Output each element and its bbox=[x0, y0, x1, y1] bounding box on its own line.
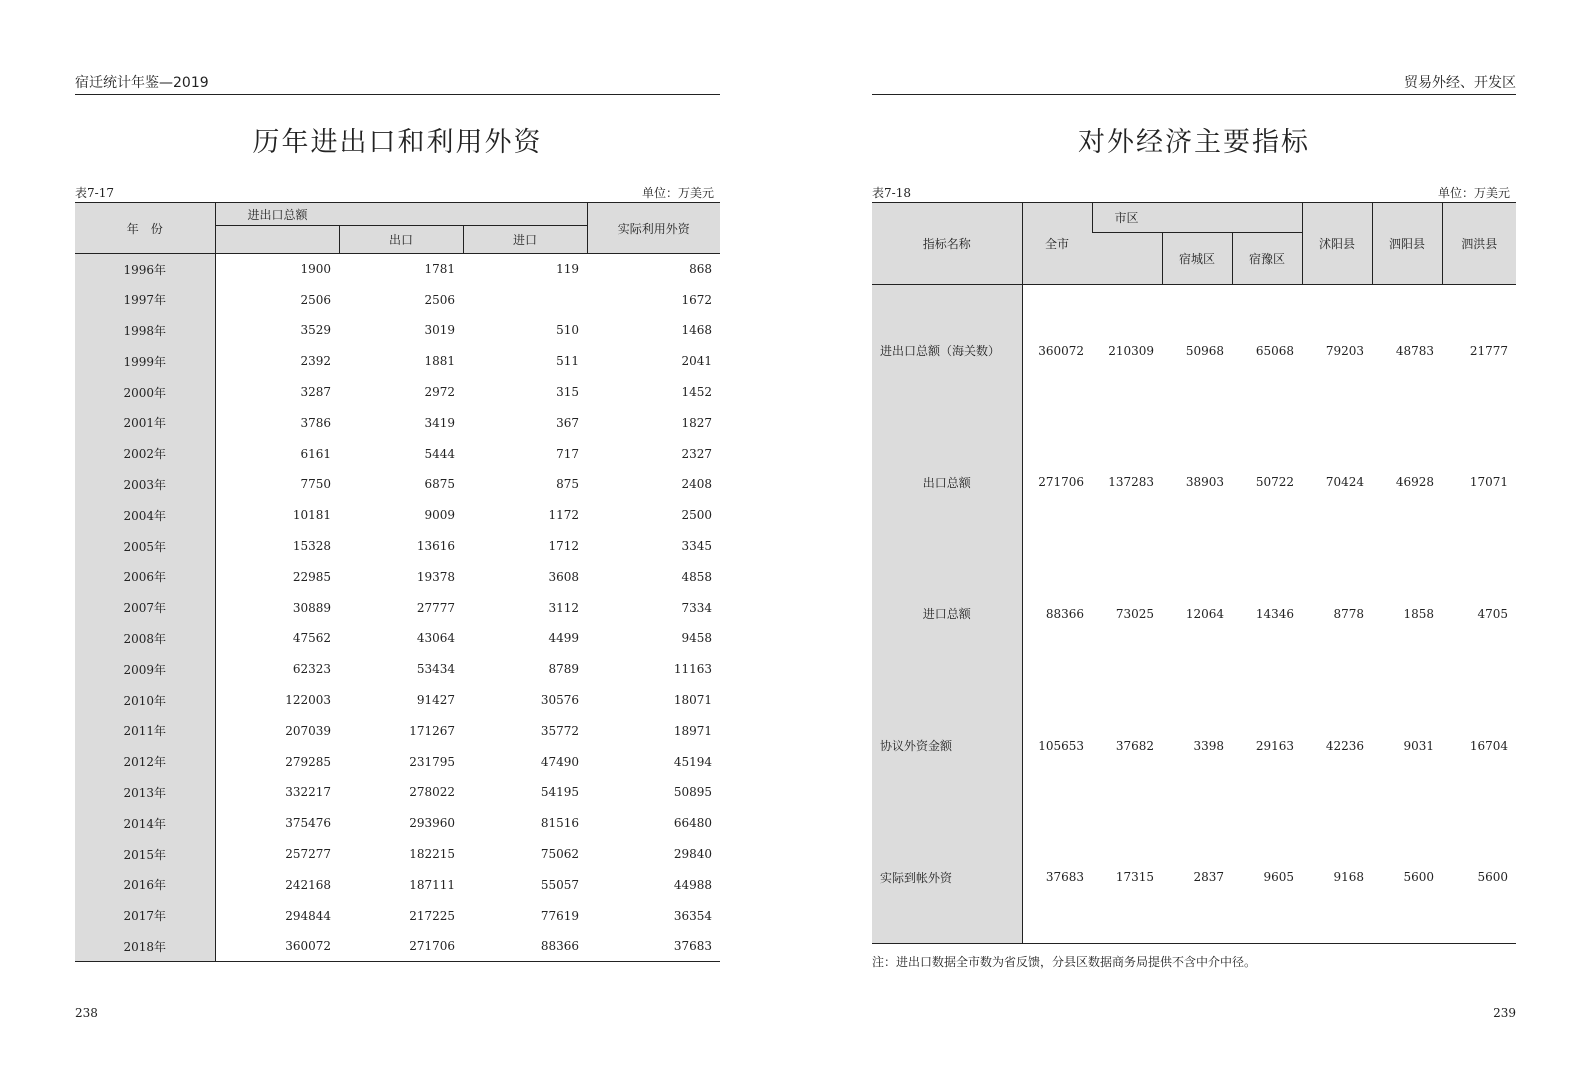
year-cell: 2014年 bbox=[75, 808, 215, 839]
table-row bbox=[75, 284, 720, 315]
table-row bbox=[75, 685, 720, 716]
siyang-cell: 9031 bbox=[1403, 738, 1434, 753]
table-row bbox=[872, 285, 1516, 417]
import-cell: 875 bbox=[556, 477, 580, 492]
siyang-cell: 48783 bbox=[1395, 343, 1434, 358]
indicator-cell: 协议外资金额 bbox=[872, 680, 1022, 812]
total-cell: 3529 bbox=[300, 323, 331, 338]
year-cell: 2017年 bbox=[75, 900, 215, 931]
total-cell: 62323 bbox=[292, 662, 331, 677]
foreign-economy-body bbox=[872, 285, 1516, 944]
import-cell: 30576 bbox=[540, 693, 580, 708]
export-cell: 231795 bbox=[409, 754, 455, 769]
export-cell: 278022 bbox=[409, 785, 455, 800]
suyu-cell: 65068 bbox=[1255, 343, 1294, 358]
sucheng-cell: 38903 bbox=[1185, 475, 1224, 490]
total-cell: 2506 bbox=[300, 292, 331, 307]
header-fdi: 实际利用外资 bbox=[587, 203, 720, 254]
year-cell: 2018年 bbox=[75, 931, 215, 962]
import-cell: 3112 bbox=[548, 600, 580, 615]
fdi-cell: 11163 bbox=[673, 662, 713, 677]
header-import: 进口 bbox=[463, 226, 587, 254]
table-row bbox=[75, 407, 720, 438]
page-number-left: 238 bbox=[75, 1006, 98, 1020]
table-row bbox=[75, 746, 720, 777]
fdi-cell: 36354 bbox=[673, 908, 713, 923]
fdi-cell: 1827 bbox=[681, 415, 713, 430]
export-cell: 187111 bbox=[409, 877, 455, 892]
year-cell: 1997年 bbox=[75, 284, 215, 315]
table-number-left: 表7-17 bbox=[75, 186, 114, 200]
year-cell: 2016年 bbox=[75, 869, 215, 900]
sihong-cell: 16704 bbox=[1469, 738, 1508, 753]
shuyang-cell: 79203 bbox=[1325, 343, 1364, 358]
export-cell: 182215 bbox=[409, 847, 455, 862]
table-row bbox=[75, 315, 720, 346]
total-cell: 122003 bbox=[285, 693, 331, 708]
table-row bbox=[75, 592, 720, 623]
shuyang-cell: 42236 bbox=[1325, 738, 1364, 753]
sihong-cell: 17071 bbox=[1469, 475, 1508, 490]
total-cell: 15328 bbox=[292, 539, 331, 554]
table-row bbox=[75, 839, 720, 870]
trade-history-table bbox=[75, 202, 720, 962]
trade-history-body bbox=[75, 254, 720, 962]
export-cell: 6875 bbox=[424, 477, 455, 492]
fdi-cell: 7334 bbox=[681, 600, 713, 615]
indicator-cell: 实际到帐外资 bbox=[872, 812, 1022, 944]
import-cell: 88366 bbox=[540, 939, 580, 954]
import-cell: 717 bbox=[556, 446, 580, 461]
unit-label-right: 单位：万美元 bbox=[1437, 186, 1510, 200]
table-row bbox=[75, 715, 720, 746]
year-cell: 2007年 bbox=[75, 592, 215, 623]
table-row bbox=[872, 548, 1516, 680]
table-row bbox=[75, 438, 720, 469]
total-cell: 1900 bbox=[300, 262, 331, 277]
unit-label-left: 单位：万美元 bbox=[641, 186, 714, 200]
table-row bbox=[872, 416, 1516, 548]
sihong-cell: 4705 bbox=[1477, 606, 1508, 621]
fdi-cell: 3345 bbox=[681, 539, 713, 554]
year-cell: 2012年 bbox=[75, 746, 215, 777]
city-cell: 271706 bbox=[1038, 475, 1084, 490]
total-cell: 6161 bbox=[300, 446, 331, 461]
city-cell: 88366 bbox=[1045, 606, 1084, 621]
import-cell: 119 bbox=[556, 262, 580, 277]
fdi-cell: 1468 bbox=[681, 323, 713, 338]
shuyang-cell: 70424 bbox=[1325, 475, 1364, 490]
table-row bbox=[75, 561, 720, 592]
year-cell: 2015年 bbox=[75, 839, 215, 870]
header-urban-spacer bbox=[1092, 233, 1162, 285]
fdi-cell: 18971 bbox=[673, 723, 713, 738]
table-row bbox=[75, 808, 720, 839]
year-cell: 1998年 bbox=[75, 315, 215, 346]
indicator-cell: 进口总额 bbox=[872, 548, 1022, 680]
fdi-cell: 1452 bbox=[681, 385, 713, 400]
table-row bbox=[75, 254, 720, 285]
siyang-cell: 5600 bbox=[1403, 870, 1434, 885]
indicator-cell: 出口总额 bbox=[872, 416, 1022, 548]
fdi-cell: 66480 bbox=[673, 816, 713, 831]
fdi-cell: 2327 bbox=[681, 446, 713, 461]
urban-cell: 137283 bbox=[1108, 475, 1154, 490]
import-cell: 367 bbox=[556, 415, 580, 430]
total-cell: 257277 bbox=[285, 847, 331, 862]
year-cell: 1999年 bbox=[75, 346, 215, 377]
table-row bbox=[75, 531, 720, 562]
total-cell: 242168 bbox=[285, 877, 331, 892]
shuyang-cell: 9168 bbox=[1333, 870, 1364, 885]
total-cell: 2392 bbox=[300, 354, 331, 369]
table-row bbox=[75, 869, 720, 900]
urban-cell: 210309 bbox=[1108, 343, 1154, 358]
left-page bbox=[75, 0, 720, 1077]
total-cell: 47562 bbox=[292, 631, 331, 646]
export-cell: 3019 bbox=[424, 323, 455, 338]
fdi-cell: 868 bbox=[689, 262, 713, 277]
export-cell: 3419 bbox=[424, 415, 455, 430]
indicator-cell: 进出口总额（海关数） bbox=[872, 285, 1022, 417]
export-cell: 2972 bbox=[424, 385, 455, 400]
table-row bbox=[75, 469, 720, 500]
export-cell: 293960 bbox=[409, 816, 455, 831]
import-cell: 315 bbox=[556, 385, 580, 400]
import-cell: 510 bbox=[556, 323, 580, 338]
table-row bbox=[75, 623, 720, 654]
page-title-left: 历年进出口和利用外资 bbox=[252, 127, 543, 158]
table-row bbox=[75, 931, 720, 962]
right-page bbox=[872, 0, 1516, 1077]
year-cell: 2010年 bbox=[75, 685, 215, 716]
import-cell: 55057 bbox=[540, 877, 580, 892]
year-cell: 2008年 bbox=[75, 623, 215, 654]
siyang-cell: 46928 bbox=[1395, 475, 1434, 490]
year-cell: 2004年 bbox=[75, 500, 215, 531]
table-row bbox=[872, 812, 1516, 944]
export-cell: 217225 bbox=[409, 908, 455, 923]
fdi-cell: 2041 bbox=[681, 354, 713, 369]
year-cell: 2002年 bbox=[75, 438, 215, 469]
urban-cell: 17315 bbox=[1115, 870, 1154, 885]
export-cell: 13616 bbox=[416, 539, 455, 554]
page-title-right: 对外经济主要指标 bbox=[1078, 127, 1310, 158]
fdi-cell: 29840 bbox=[673, 847, 713, 862]
total-cell: 332217 bbox=[285, 785, 331, 800]
fdi-cell: 4858 bbox=[681, 569, 713, 584]
running-head-left: 宿迁统计年鉴—2019 bbox=[75, 74, 720, 95]
running-head-right: 贸易外经、开发区 bbox=[872, 74, 1516, 95]
sucheng-cell: 3398 bbox=[1193, 738, 1224, 753]
city-cell: 37683 bbox=[1045, 870, 1084, 885]
export-cell: 9009 bbox=[424, 508, 455, 523]
header-sucheng: 宿城区 bbox=[1162, 233, 1232, 285]
total-cell: 207039 bbox=[285, 723, 331, 738]
table-row bbox=[75, 900, 720, 931]
fdi-cell: 9458 bbox=[681, 631, 713, 646]
import-cell: 511 bbox=[556, 354, 580, 369]
suyu-cell: 9605 bbox=[1263, 870, 1294, 885]
foreign-economy-table bbox=[872, 202, 1516, 944]
export-cell: 2506 bbox=[424, 292, 455, 307]
export-cell: 271706 bbox=[409, 939, 455, 954]
table-row bbox=[75, 346, 720, 377]
header-indicator: 指标名称 bbox=[872, 203, 1022, 285]
import-cell: 47490 bbox=[540, 754, 580, 769]
city-cell: 360072 bbox=[1038, 343, 1084, 358]
table-row bbox=[75, 654, 720, 685]
export-cell: 1781 bbox=[424, 262, 455, 277]
fdi-cell: 50895 bbox=[673, 785, 713, 800]
table-row bbox=[75, 500, 720, 531]
total-cell: 22985 bbox=[292, 569, 331, 584]
suyu-cell: 50722 bbox=[1255, 475, 1294, 490]
year-cell: 2001年 bbox=[75, 407, 215, 438]
export-cell: 91427 bbox=[416, 693, 455, 708]
siyang-cell: 1858 bbox=[1403, 606, 1434, 621]
suyu-cell: 14346 bbox=[1255, 606, 1294, 621]
table-row bbox=[75, 377, 720, 408]
header-urban: 市区 bbox=[1092, 203, 1302, 233]
import-cell: 75062 bbox=[540, 847, 580, 862]
urban-cell: 73025 bbox=[1115, 606, 1154, 621]
export-cell: 5444 bbox=[424, 446, 455, 461]
header-shuyang: 沭阳县 bbox=[1302, 203, 1372, 285]
import-cell: 3608 bbox=[548, 569, 580, 584]
year-cell: 2013年 bbox=[75, 777, 215, 808]
fdi-cell: 37683 bbox=[673, 939, 713, 954]
year-cell: 2009年 bbox=[75, 654, 215, 685]
export-cell: 43064 bbox=[416, 631, 455, 646]
sihong-cell: 5600 bbox=[1477, 870, 1508, 885]
export-cell: 27777 bbox=[416, 600, 455, 615]
import-cell: 77619 bbox=[540, 908, 580, 923]
total-cell: 3786 bbox=[300, 415, 331, 430]
year-cell: 2005年 bbox=[75, 531, 215, 562]
total-cell: 294844 bbox=[285, 908, 331, 923]
year-cell: 2003年 bbox=[75, 469, 215, 500]
total-cell: 279285 bbox=[285, 754, 331, 769]
total-cell: 360072 bbox=[285, 939, 331, 954]
header-siyang: 泗阳县 bbox=[1372, 203, 1442, 285]
export-cell: 1881 bbox=[424, 354, 455, 369]
total-cell: 375476 bbox=[285, 816, 331, 831]
table-row bbox=[75, 777, 720, 808]
total-cell: 3287 bbox=[300, 385, 331, 400]
fdi-cell: 44988 bbox=[673, 877, 713, 892]
export-cell: 53434 bbox=[416, 662, 455, 677]
sucheng-cell: 50968 bbox=[1185, 343, 1224, 358]
year-cell: 2011年 bbox=[75, 715, 215, 746]
import-cell: 4499 bbox=[548, 631, 580, 646]
shuyang-cell: 8778 bbox=[1333, 606, 1364, 621]
header-total: 进出口总额 bbox=[215, 203, 587, 226]
year-cell: 2006年 bbox=[75, 561, 215, 592]
import-cell: 1172 bbox=[548, 508, 580, 523]
header-year: 年 份 bbox=[75, 203, 215, 254]
import-cell: 1712 bbox=[548, 539, 580, 554]
export-cell: 171267 bbox=[409, 723, 455, 738]
table-number-right: 表7-18 bbox=[872, 186, 911, 200]
sucheng-cell: 2837 bbox=[1193, 870, 1224, 885]
export-cell: 19378 bbox=[416, 569, 455, 584]
import-cell: 35772 bbox=[540, 723, 580, 738]
fdi-cell: 18071 bbox=[673, 693, 713, 708]
import-cell: 8789 bbox=[548, 662, 580, 677]
import-cell: 81516 bbox=[540, 816, 580, 831]
year-cell: 1996年 bbox=[75, 254, 215, 285]
header-export: 出口 bbox=[339, 226, 463, 254]
header-suyu: 宿豫区 bbox=[1232, 233, 1302, 285]
fdi-cell: 2408 bbox=[681, 477, 713, 492]
total-cell: 7750 bbox=[300, 477, 331, 492]
footnote: 注：进出口数据全市数为省反馈，分县区数据商务局提供不含中介中径。 bbox=[872, 955, 1257, 969]
table-row bbox=[872, 680, 1516, 812]
total-cell: 30889 bbox=[292, 600, 331, 615]
fdi-cell: 45194 bbox=[673, 754, 713, 769]
import-cell: 54195 bbox=[540, 785, 580, 800]
urban-cell: 37682 bbox=[1115, 738, 1154, 753]
fdi-cell: 2500 bbox=[681, 508, 713, 523]
suyu-cell: 29163 bbox=[1255, 738, 1294, 753]
sihong-cell: 21777 bbox=[1469, 343, 1508, 358]
total-cell: 10181 bbox=[292, 508, 331, 523]
sucheng-cell: 12064 bbox=[1185, 606, 1224, 621]
page-number-right: 239 bbox=[1493, 1006, 1516, 1020]
import-cell bbox=[463, 284, 587, 315]
city-cell: 105653 bbox=[1038, 738, 1084, 753]
year-cell: 2000年 bbox=[75, 377, 215, 408]
header-city: 全市 bbox=[1022, 203, 1092, 285]
header-total-spacer bbox=[215, 226, 339, 254]
header-sihong: 泗洪县 bbox=[1442, 203, 1516, 285]
fdi-cell: 1672 bbox=[681, 292, 713, 307]
